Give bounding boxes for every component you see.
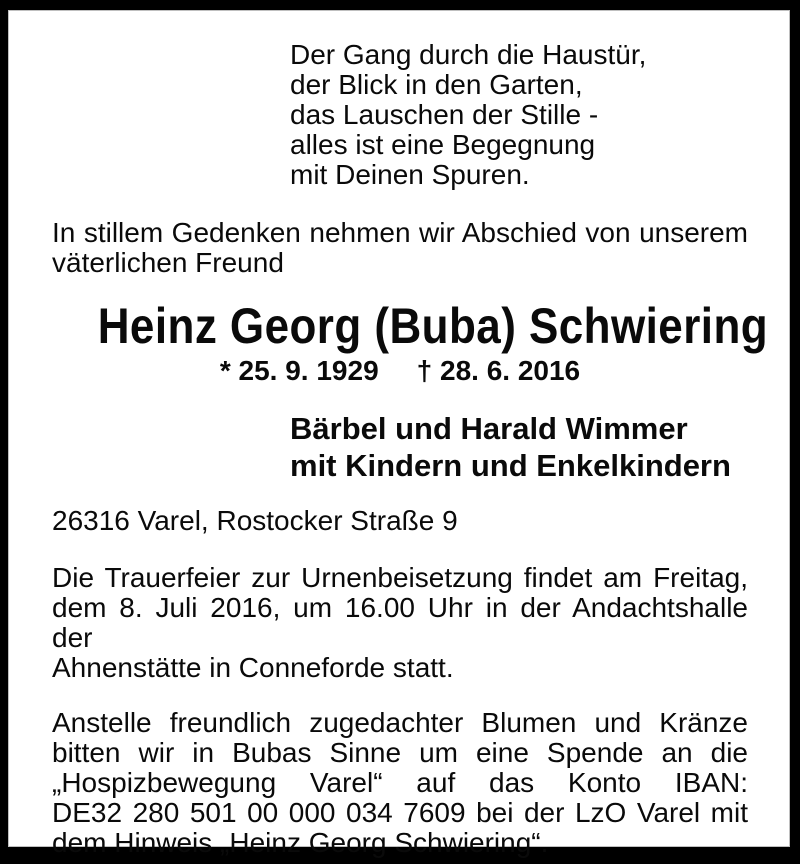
funeral-info-paragraph (52, 563, 748, 683)
intro-paragraph (52, 218, 748, 278)
text-line: mit Kindern und Enkelkindern (290, 448, 731, 483)
text-line: „Hospizbewegung Varel“ auf das Konto IBAN: (52, 767, 748, 798)
birth-date: * 25. 9. 1929 (219, 355, 379, 386)
text-line: Die Trauerfeier zur Urnenbeisetzung findet am Freitag, (52, 562, 748, 593)
obituary-notice (8, 10, 790, 858)
text-line: dem Hinweis „Heinz Georg Schwiering“. (52, 827, 549, 858)
text-line: Der Gang durch die Haustür, (290, 39, 647, 70)
text-line: väterlichen Freund (52, 247, 284, 278)
death-date: † 28. 6. 2016 (416, 355, 581, 386)
life-dates (52, 356, 748, 386)
address-line: 26316 Varel, Rostocker Straße 9 (52, 505, 458, 536)
text-line: Anstelle freundlich zugedachter Blumen und Kränze (52, 707, 748, 738)
memorial-poem (290, 40, 748, 190)
text-line: bitten wir in Bubas Sinne um eine Spende an die (52, 737, 748, 768)
deceased-name (52, 298, 769, 354)
text-line: DE32 280 501 00 000 034 7609 bei der LzO Varel mit (52, 797, 748, 828)
text-line: alles ist eine Begegnung (290, 129, 596, 160)
mourners-block (290, 410, 748, 484)
text-line: dem 8. Juli 2016, um 16.00 Uhr in der Andachtshalle der (52, 592, 748, 653)
text-line: das Lauschen der Stille - (290, 99, 599, 130)
text-line: Bärbel und Harald Wimmer (290, 411, 688, 446)
text-line: Ahnenstätte in Conneforde statt. (52, 652, 454, 683)
text-line: mit Deinen Spuren. (290, 159, 530, 190)
donation-paragraph (52, 708, 748, 858)
deceased-name-text: Heinz Georg (Buba) Schwiering (97, 298, 769, 354)
text-line: In stillem Gedenken nehmen wir Abschied von unserem (52, 217, 748, 248)
text-line: der Blick in den Garten, (290, 69, 583, 100)
